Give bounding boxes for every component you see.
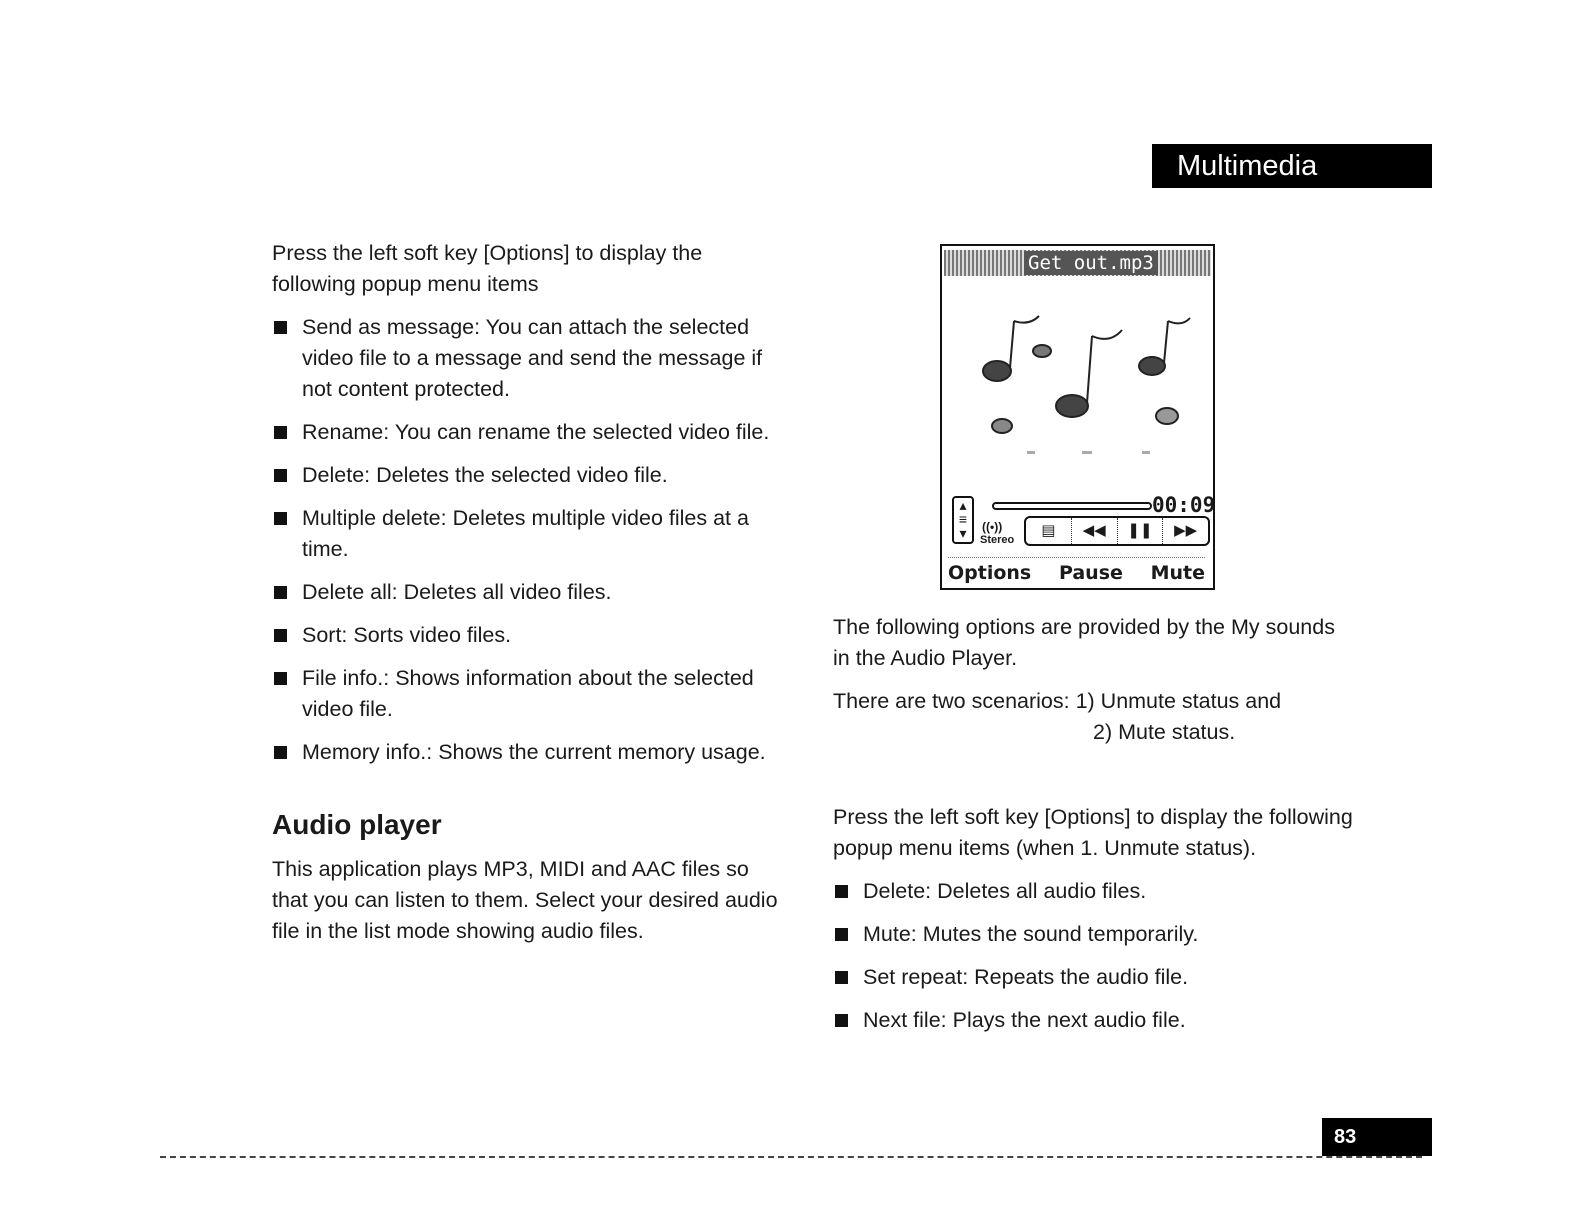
pause-softkey[interactable]: Pause (1058, 562, 1123, 584)
bullet-icon (274, 586, 287, 599)
bullet-icon (835, 1014, 848, 1027)
list-item: Sort: Sorts video files. (272, 620, 782, 651)
list-item: Multiple delete: Deletes multiple video files at a time. (272, 503, 782, 565)
bullet-icon (274, 512, 287, 525)
softkey-bar (948, 557, 1205, 584)
video-options-list (272, 312, 782, 768)
list-item: Rename: You can rename the selected video file. (272, 417, 782, 448)
audio-player-screenshot (940, 244, 1215, 590)
bullet-icon (835, 885, 848, 898)
list-item: Next file: Plays the next audio file. (833, 1005, 1353, 1036)
player-controls (952, 493, 1216, 556)
list-item: Delete all: Deletes all video files. (272, 577, 782, 608)
list-item: Send as message: You can attach the selected video file to a message and send the message if not content protected. (272, 312, 782, 405)
bullet-icon (274, 746, 287, 759)
bullet-icon (835, 971, 848, 984)
elapsed-time: 00:09 (1152, 493, 1216, 517)
stereo-indicator: ((•)) Stereo (980, 520, 1015, 546)
list-item: Mute: Mutes the sound temporarily. (833, 919, 1353, 950)
audio-player-description: This application plays MP3, MIDI and AAC files so that you can listen to them. Select your desired audio file in the list mode showing audio files. (272, 857, 778, 943)
bullet-icon (274, 469, 287, 482)
volume-icon[interactable]: ▴ ≡ ▾ (952, 496, 974, 544)
left-column (272, 238, 782, 959)
progress-bar[interactable] (992, 502, 1152, 510)
list-item: Set repeat: Repeats the audio file. (833, 962, 1353, 993)
page-number: 83 (1322, 1118, 1432, 1156)
unmute-options-intro: Press the left soft key [Options] to display the following popup menu items (when 1. Unmute status). (833, 805, 1353, 860)
right-column (833, 612, 1353, 1048)
list-item: Memory info.: Shows the current memory usage. (272, 737, 782, 768)
list-item: Delete: Deletes the selected video file. (272, 460, 782, 491)
options-intro: The following options are provided by the My sounds in the Audio Player. (833, 615, 1335, 670)
options-softkey[interactable]: Options (948, 562, 1032, 584)
playlist-icon[interactable]: ▤ (1026, 518, 1072, 544)
section-title: Multimedia (1152, 144, 1432, 188)
footer-divider (160, 1156, 1422, 1158)
fast-forward-icon[interactable]: ▶▶ (1174, 522, 1198, 539)
intro-text: Press the left soft key [Options] to display the following popup menu items (272, 241, 703, 296)
mute-softkey[interactable]: Mute (1150, 562, 1205, 584)
audio-player-heading: Audio player (272, 809, 442, 840)
scenarios-text: There are two scenarios: 1) Unmute status and 2) Mute status. (833, 689, 1282, 744)
rewind-icon[interactable]: ◀◀ (1072, 518, 1118, 544)
bullet-icon (274, 426, 287, 439)
bullet-icon (835, 928, 848, 941)
player-title-bar (944, 250, 1211, 276)
bullet-icon (274, 629, 287, 642)
music-notes-icon (942, 296, 1213, 466)
transport-controls (1024, 516, 1210, 546)
pause-icon[interactable]: ❚❚ (1118, 518, 1164, 544)
bullet-icon (274, 672, 287, 685)
track-title: Get out.mp3 (1024, 251, 1158, 275)
list-item: Delete: Deletes all audio files. (833, 876, 1353, 907)
audio-options-list (833, 876, 1353, 1036)
list-item: File info.: Shows information about the selected video file. (272, 663, 782, 725)
bullet-icon (274, 321, 287, 334)
